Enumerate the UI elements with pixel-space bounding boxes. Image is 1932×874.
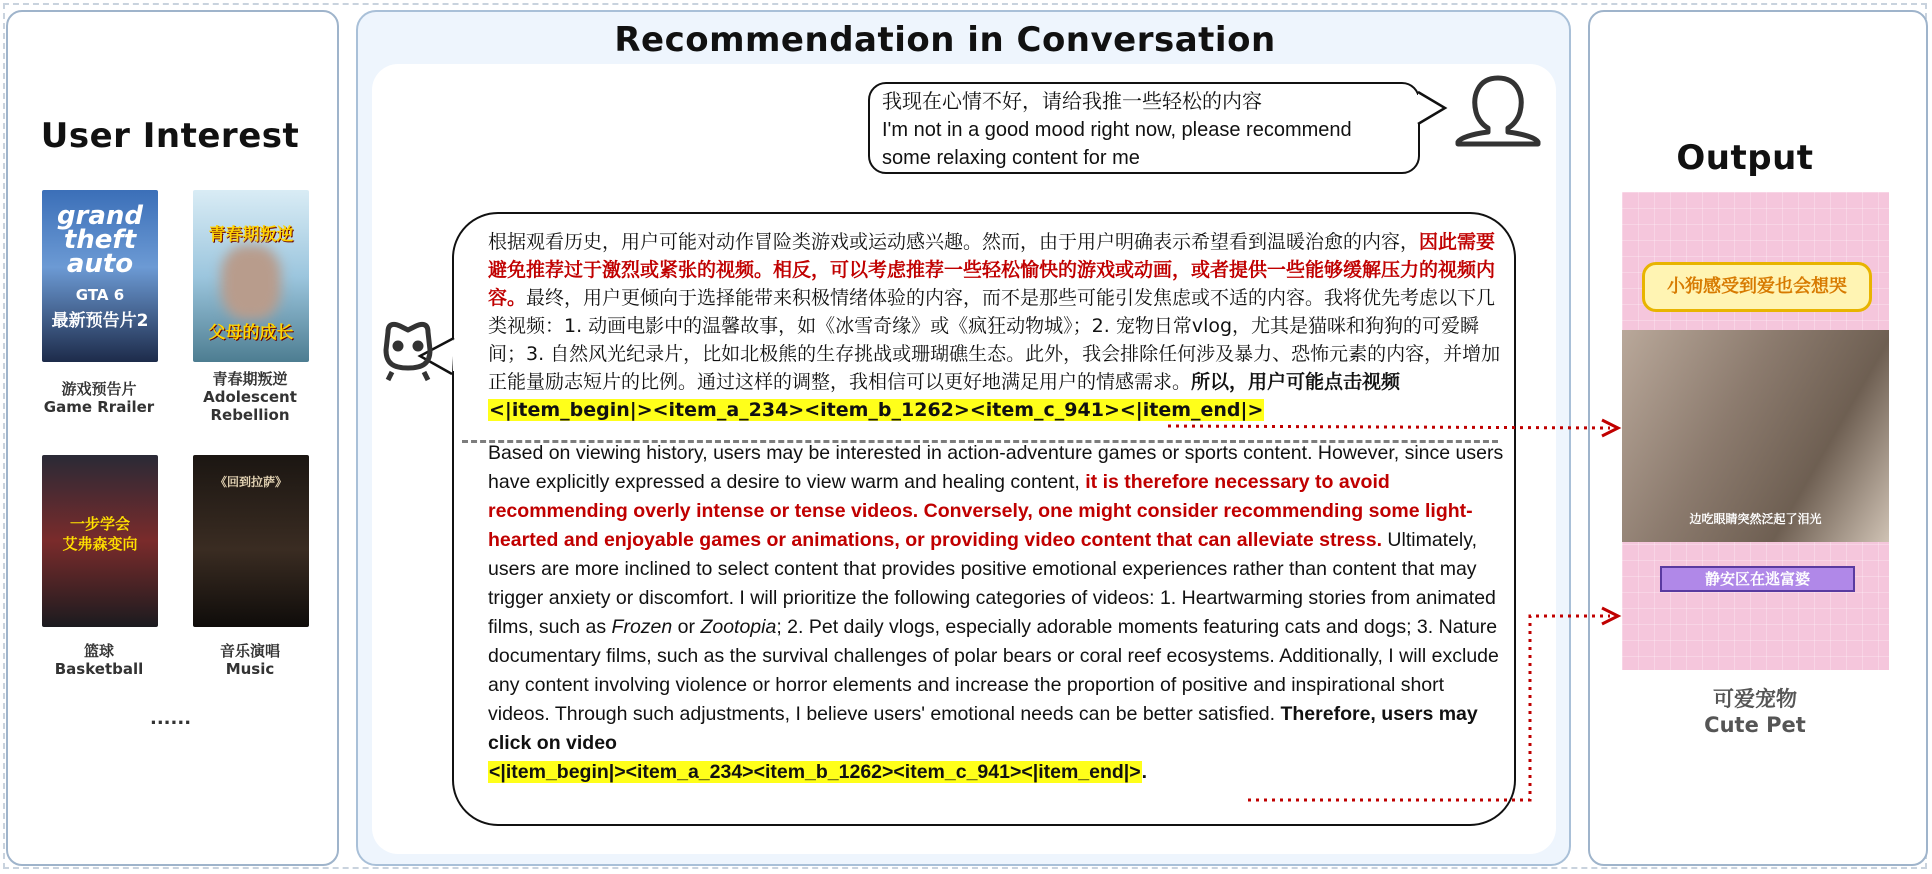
arrow-cn-to-output <box>1168 426 1610 428</box>
gta-logo: grand theft auto <box>56 201 144 279</box>
thumb-text: 父母的成长 <box>208 323 294 343</box>
label-cn: 游戏预告片 <box>61 380 137 398</box>
reply-en-part3: ; 2. Pet daily vlogs, especially adorable moments featuring cats and dogs; 3. Nature documentary films, such as the survival challenges of polar bears or coral reef ecosystems. Additionally, I will exclude any content involving violence or horror elements and increase the proportion of positive and inspirational short videos. Through such adjustments, I believe users' emotional needs can be better satisfied. <box>488 616 1499 725</box>
item-token-cn: <|item_begin|><item_a_234><item_b_1262><item_c_941><|item_end|> <box>489 399 1264 421</box>
label-en: Adolescent Rebellion <box>203 388 297 424</box>
more-items-ellipsis: ...... <box>150 708 192 729</box>
item-token-en: <|item_begin|><item_a_234><item_b_1262><item_c_941><|item_end|> <box>489 761 1141 783</box>
label-cn: 篮球 <box>83 642 114 660</box>
reply-cn-part1: 根据观看历史，用户可能对动作冒险类游戏或运动感兴趣。然而，由于用户明确表示希望看到温暖治愈的内容， <box>488 231 1420 253</box>
output-caption: 边吃眼睛突然泛起了泪光 <box>1689 512 1822 526</box>
reply-en-emphasis: it is therefore necessary to avoid recommending overly intense or tense videos. Conversely, one might consider recommending some light-hearted and enjoyable games or animations, or providing video content that can alleviate stress. <box>488 471 1473 551</box>
reply-en-conclusion: Therefore, users may click on video <box>488 703 1478 754</box>
reply-en-period: . <box>1141 761 1148 783</box>
robot-icon <box>386 324 430 380</box>
user-message-en: I'm not in a good mood right now, please recommend some relaxing content for me <box>882 119 1352 169</box>
label-en: Basketball <box>54 660 144 678</box>
label-cn: 青春期叛逆 <box>212 370 288 388</box>
user-bubble-tail <box>1418 92 1445 124</box>
label-en: Game Rrailer <box>43 398 155 416</box>
thumb-text: 青春期叛逆 <box>208 225 294 245</box>
output-video-thumbnail <box>1622 192 1889 670</box>
movie-zootopia: Zootopia <box>700 616 777 638</box>
reply-en-part2: Ultimately, users are more inclined to select content that provides positive emotional experiences rather than content that may trigger anxiety or discomfort. I will prioritize the following categories of videos: 1. Heartwarming stories from animated films, such as <box>488 529 1496 638</box>
movie-frozen: Frozen <box>611 616 673 638</box>
output-banner: 小狗感受到爱也会想哭 <box>1642 262 1872 312</box>
label-en: Music <box>225 660 275 678</box>
thumb-text: 艾弗森变向 <box>62 535 138 553</box>
output-label-en: Cute Pet <box>1704 713 1806 737</box>
thumb-text: 最新预告片2 <box>51 311 149 331</box>
output-title: Output <box>1676 138 1814 178</box>
bot-bubble-tail <box>420 338 454 374</box>
bot-reply-en <box>488 439 1508 787</box>
reply-cn-conclusion: 所以，用户可能点击视频 <box>1191 371 1401 393</box>
label-cn: 音乐演唱 <box>219 642 280 660</box>
reply-cn-emphasis: 因此需要避免推荐过于激烈或紧张的视频。相反，可以考虑推荐一些轻松愉快的游戏或动画，或者提供一些能够缓解压力的视频内容。 <box>488 231 1496 309</box>
output-stamp: 静安区在逃富婆 <box>1660 566 1855 592</box>
reply-en-or: or <box>672 616 701 638</box>
thumb-text: GTA 6 <box>75 286 125 304</box>
reply-cn-part2: 最终，用户更倾向于选择能带来积极情绪体验的内容，而不是那些可能引发焦虑或不适的内容。我将优先考虑以下几类视频：1. 动画电影中的温馨故事，如《冰雪奇缘》或《疯狂动物城》；2. 宠物日常vlog，尤其是猫咪和狗狗的可爱瞬间；3. 自然风光纪录片，比如北极熊的生存挑战或珊瑚礁生态。此外，我会排除任何涉及暴力、恐怖元素的内容，并增加正能量励志短片的比例。通过这样的调整，我相信可以更好地满足用户的情感需求。 <box>488 287 1501 393</box>
output-label <box>1660 686 1850 738</box>
user-interest-title: User Interest <box>40 116 300 156</box>
user-icon <box>1458 78 1538 144</box>
thumb-text: 《回到拉萨》 <box>214 475 287 489</box>
bot-reply-cn <box>488 228 1508 424</box>
thumb-text: 一步学会 <box>69 515 130 533</box>
user-message-cn: 我现在心情不好，请给我推一些轻松的内容 <box>882 91 1262 113</box>
reply-en-part1: Based on viewing history, users may be interested in action-adventure games or sports content. However, since users have explicitly expressed a desire to view warm and healing content, <box>488 442 1504 493</box>
conversation-title: Recommendation in Conversation <box>614 20 1276 60</box>
output-label-cn: 可爱宠物 <box>1713 687 1797 711</box>
